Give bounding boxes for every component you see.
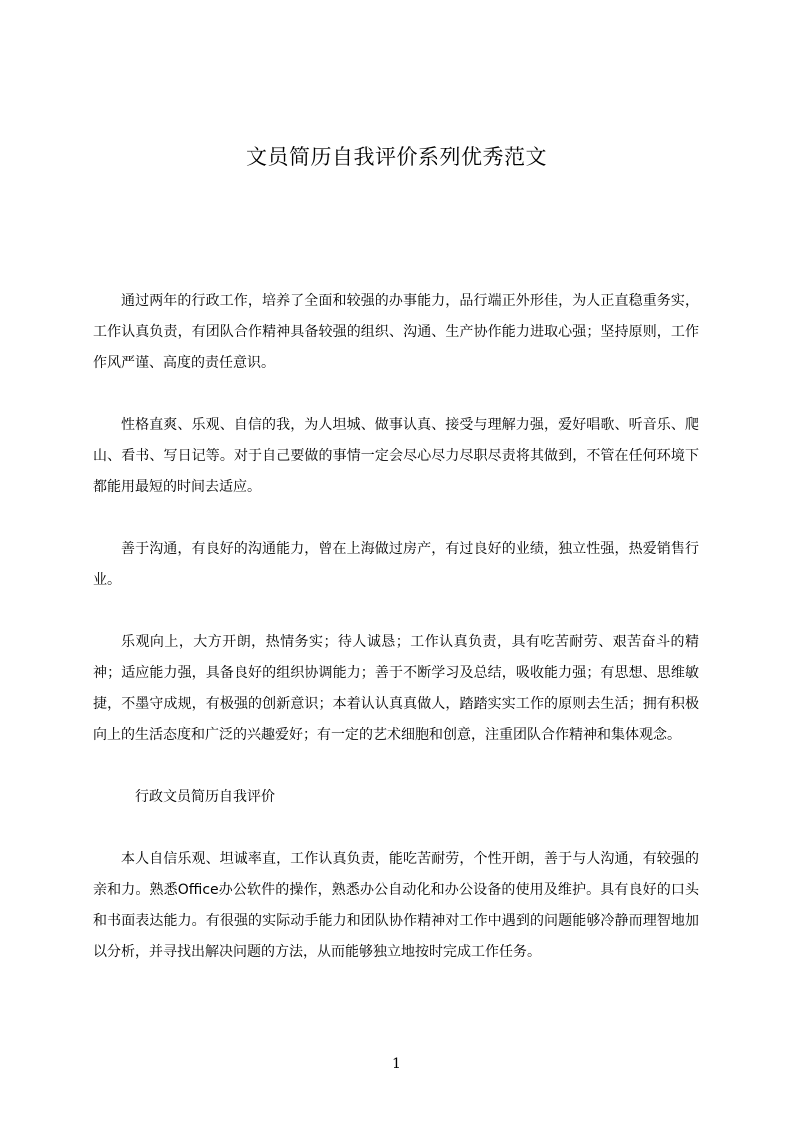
page-title: 文员简历自我评价系列优秀范文: [246, 145, 547, 169]
paragraph-3: 善于沟通，有良好的沟通能力，曾在上海做过房产，有过良好的业绩，独立性强，热爱销售行业。: [93, 541, 699, 588]
page-number: 1: [392, 1056, 401, 1072]
paragraph-2: 性格直爽、乐观、自信的我，为人坦城、做事认真、接受与理解力强，爱好唱歌、听音乐、爬山、看书、写日记等。对于自己要做的事情一定会尽心尽力尽职尽责将其做到，不管在任何环境下都能用最短的时间去适应。: [93, 417, 699, 495]
paragraph-1: 通过两年的行政工作，培养了全面和较强的办事能力，品行端正外形佳，为人正直稳重务实，工作认真负责，有团队合作精神具备较强的组织、沟通、生产协作能力进取心强；坚持原则，工作作风严谨、高度的责任意识。: [93, 293, 699, 371]
section-subheading: 行政文员简历自我评价: [135, 789, 275, 805]
document-body: [93, 286, 699, 999]
paragraph-4: 乐观向上，大方开朗，热情务实；待人诚恳；工作认真负责，具有吃苦耐劳、艰苦奋斗的精神；适应能力强，具备良好的组织协调能力；善于不断学习及总结，吸收能力强；有思想、思维敏捷，不墨守成规，有极强的创新意识；本着认认真真做人，踏踏实实工作的原则去生活；拥有积极向上的生活态度和广泛的兴趣爱好；有一定的艺术细胞和创意，注重团队合作精神和集体观念。: [93, 634, 699, 743]
paragraph-5: 本人自信乐观、坦诚率直，工作认真负责，能吃苦耐劳，个性开朗，善于与人沟通，有较强的亲和力。熟悉Office办公软件的操作，熟悉办公自动化和办公设备的使用及维护。具有良好的口头和书面表达能力。有很强的实际动手能力和团队协作精神对工作中遇到的问题能够冷静而理智地加以分析，并寻找出解决问题的方法，从而能够独立地按时完成工作任务。: [93, 851, 699, 960]
